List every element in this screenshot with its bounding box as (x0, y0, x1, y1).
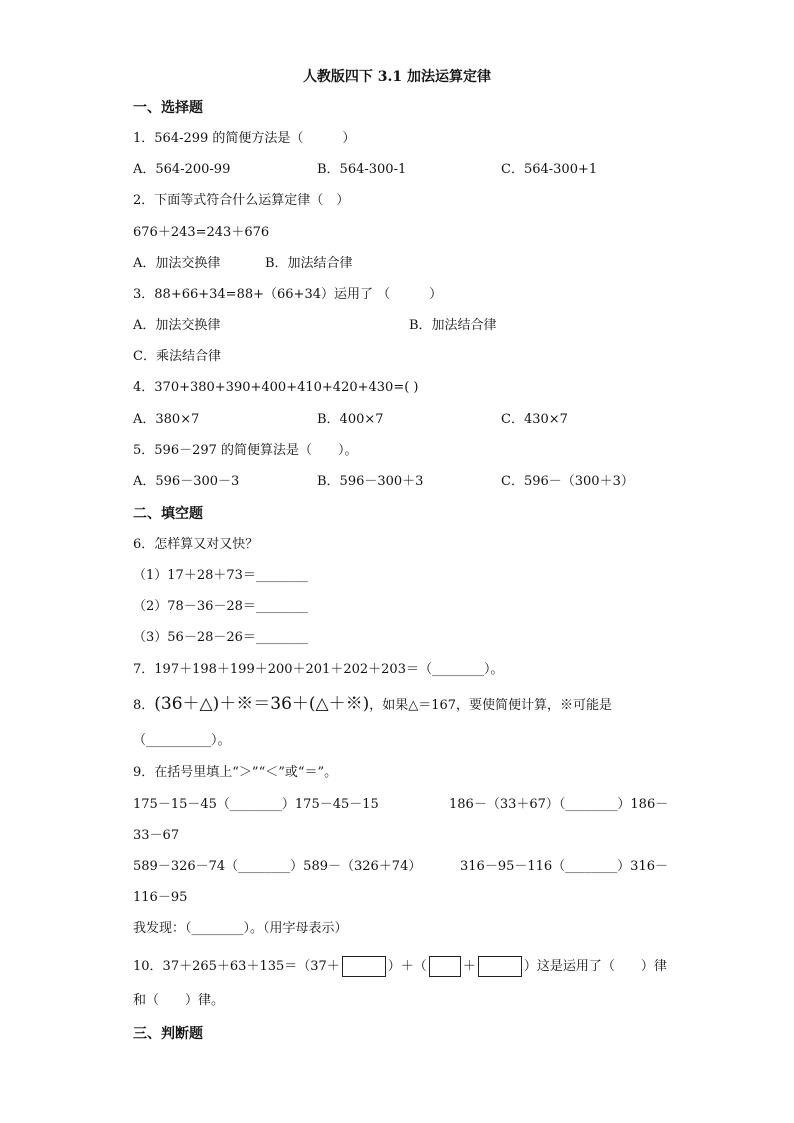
question-6-part-2[interactable]: （2）78－36－28＝________ (133, 599, 308, 614)
question-8-expression: (36＋△)＋※＝36＋(△＋※) (154, 694, 370, 714)
compare-item-1[interactable]: 175－15－45（________）175－45－15 (133, 797, 379, 812)
question-2-stem: 2．下面等式符合什么运算定律（ ） (133, 193, 350, 208)
section-heading-choice: 一、选择题 (133, 100, 203, 116)
section-heading-fill: 二、填空题 (133, 506, 203, 522)
option-b[interactable]: B．加法结合律 (409, 318, 497, 333)
option-a[interactable]: A．596－300－3 (133, 474, 240, 489)
question-3-stem: 3．88+66+34=88+（66+34）运用了 （ ） (133, 287, 443, 302)
option-a[interactable]: A．加法交换律 (133, 318, 221, 333)
option-b[interactable]: B．加法结合律 (265, 256, 353, 271)
compare-item-4[interactable]: 316－95－116（________）316－ (460, 859, 668, 874)
option-a[interactable]: A．564-200-99 (133, 162, 231, 177)
question-10-part-4: ）这是运用了（ ）律 (523, 959, 667, 974)
compare-item-3[interactable]: 589－326－74（________）589－（326＋74） (133, 859, 422, 874)
question-10-part-2: ）＋（ (387, 959, 427, 974)
option-b[interactable]: B．564-300-1 (317, 162, 407, 177)
question-7-stem[interactable]: 7．197＋198＋199＋200＋201＋202＋203＝（________）。 (133, 662, 504, 677)
question-10-stem (133, 955, 667, 979)
question-10-line-2[interactable]: 和（ ）律。 (133, 993, 225, 1008)
option-a[interactable]: A．加法交换律 (133, 256, 221, 271)
question-4-stem: 4．370+380+390+400+410+420+430=( ) (133, 380, 419, 395)
question-3-option-c[interactable]: C．乘法结合律 (133, 349, 221, 364)
answer-box-3[interactable] (478, 956, 522, 977)
question-10-part-1: 10．37＋265＋63＋135＝（37＋ (133, 959, 340, 974)
question-9-row-2-wrap: 116－95 (133, 890, 188, 905)
option-c[interactable]: C．596－（300＋3） (501, 474, 634, 489)
question-9-finding[interactable]: 我发现：（________）。（用字母表示） (133, 921, 348, 936)
question-9-row-1-wrap: 33－67 (133, 828, 180, 843)
question-5-stem: 5．596－297 的简便算法是（ ）。 (133, 443, 358, 458)
question-6-stem: 6．怎样算又对又快？ (133, 537, 259, 552)
option-c[interactable]: C．564-300+1 (501, 162, 598, 177)
question-2-expression: 676＋243=243＋676 (133, 225, 270, 240)
question-8-text: ，如果△＝167，要使简便计算，※可能是 (369, 698, 613, 713)
question-6-part-1[interactable]: （1）17＋28＋73＝________ (133, 568, 308, 583)
option-a[interactable]: A．380×7 (133, 412, 200, 427)
compare-item-2[interactable]: 186－（33＋67）（________）186－ (449, 797, 669, 812)
option-b[interactable]: B．596－300＋3 (317, 474, 424, 489)
page-title: 人教版四下 3.1 加法运算定律 (302, 69, 492, 85)
question-9-stem: 9．在括号里填上“＞”“＜”或“＝”。 (133, 765, 338, 780)
answer-box-1[interactable] (342, 956, 386, 977)
option-b[interactable]: B．400×7 (317, 412, 384, 427)
question-1-stem: 1．564-299 的简便方法是（ ） (133, 131, 356, 146)
question-6-part-3[interactable]: （3）56－28－26＝________ (133, 630, 308, 645)
section-heading-judge: 三、判断题 (133, 1026, 203, 1042)
answer-box-2[interactable] (429, 956, 461, 977)
question-8-number: 8． (133, 698, 155, 713)
question-8-stem (133, 695, 664, 715)
question-10-part-3: ＋ (462, 959, 476, 974)
option-c[interactable]: C．430×7 (501, 412, 568, 427)
question-8-answer[interactable]: （__________）。 (133, 733, 231, 748)
